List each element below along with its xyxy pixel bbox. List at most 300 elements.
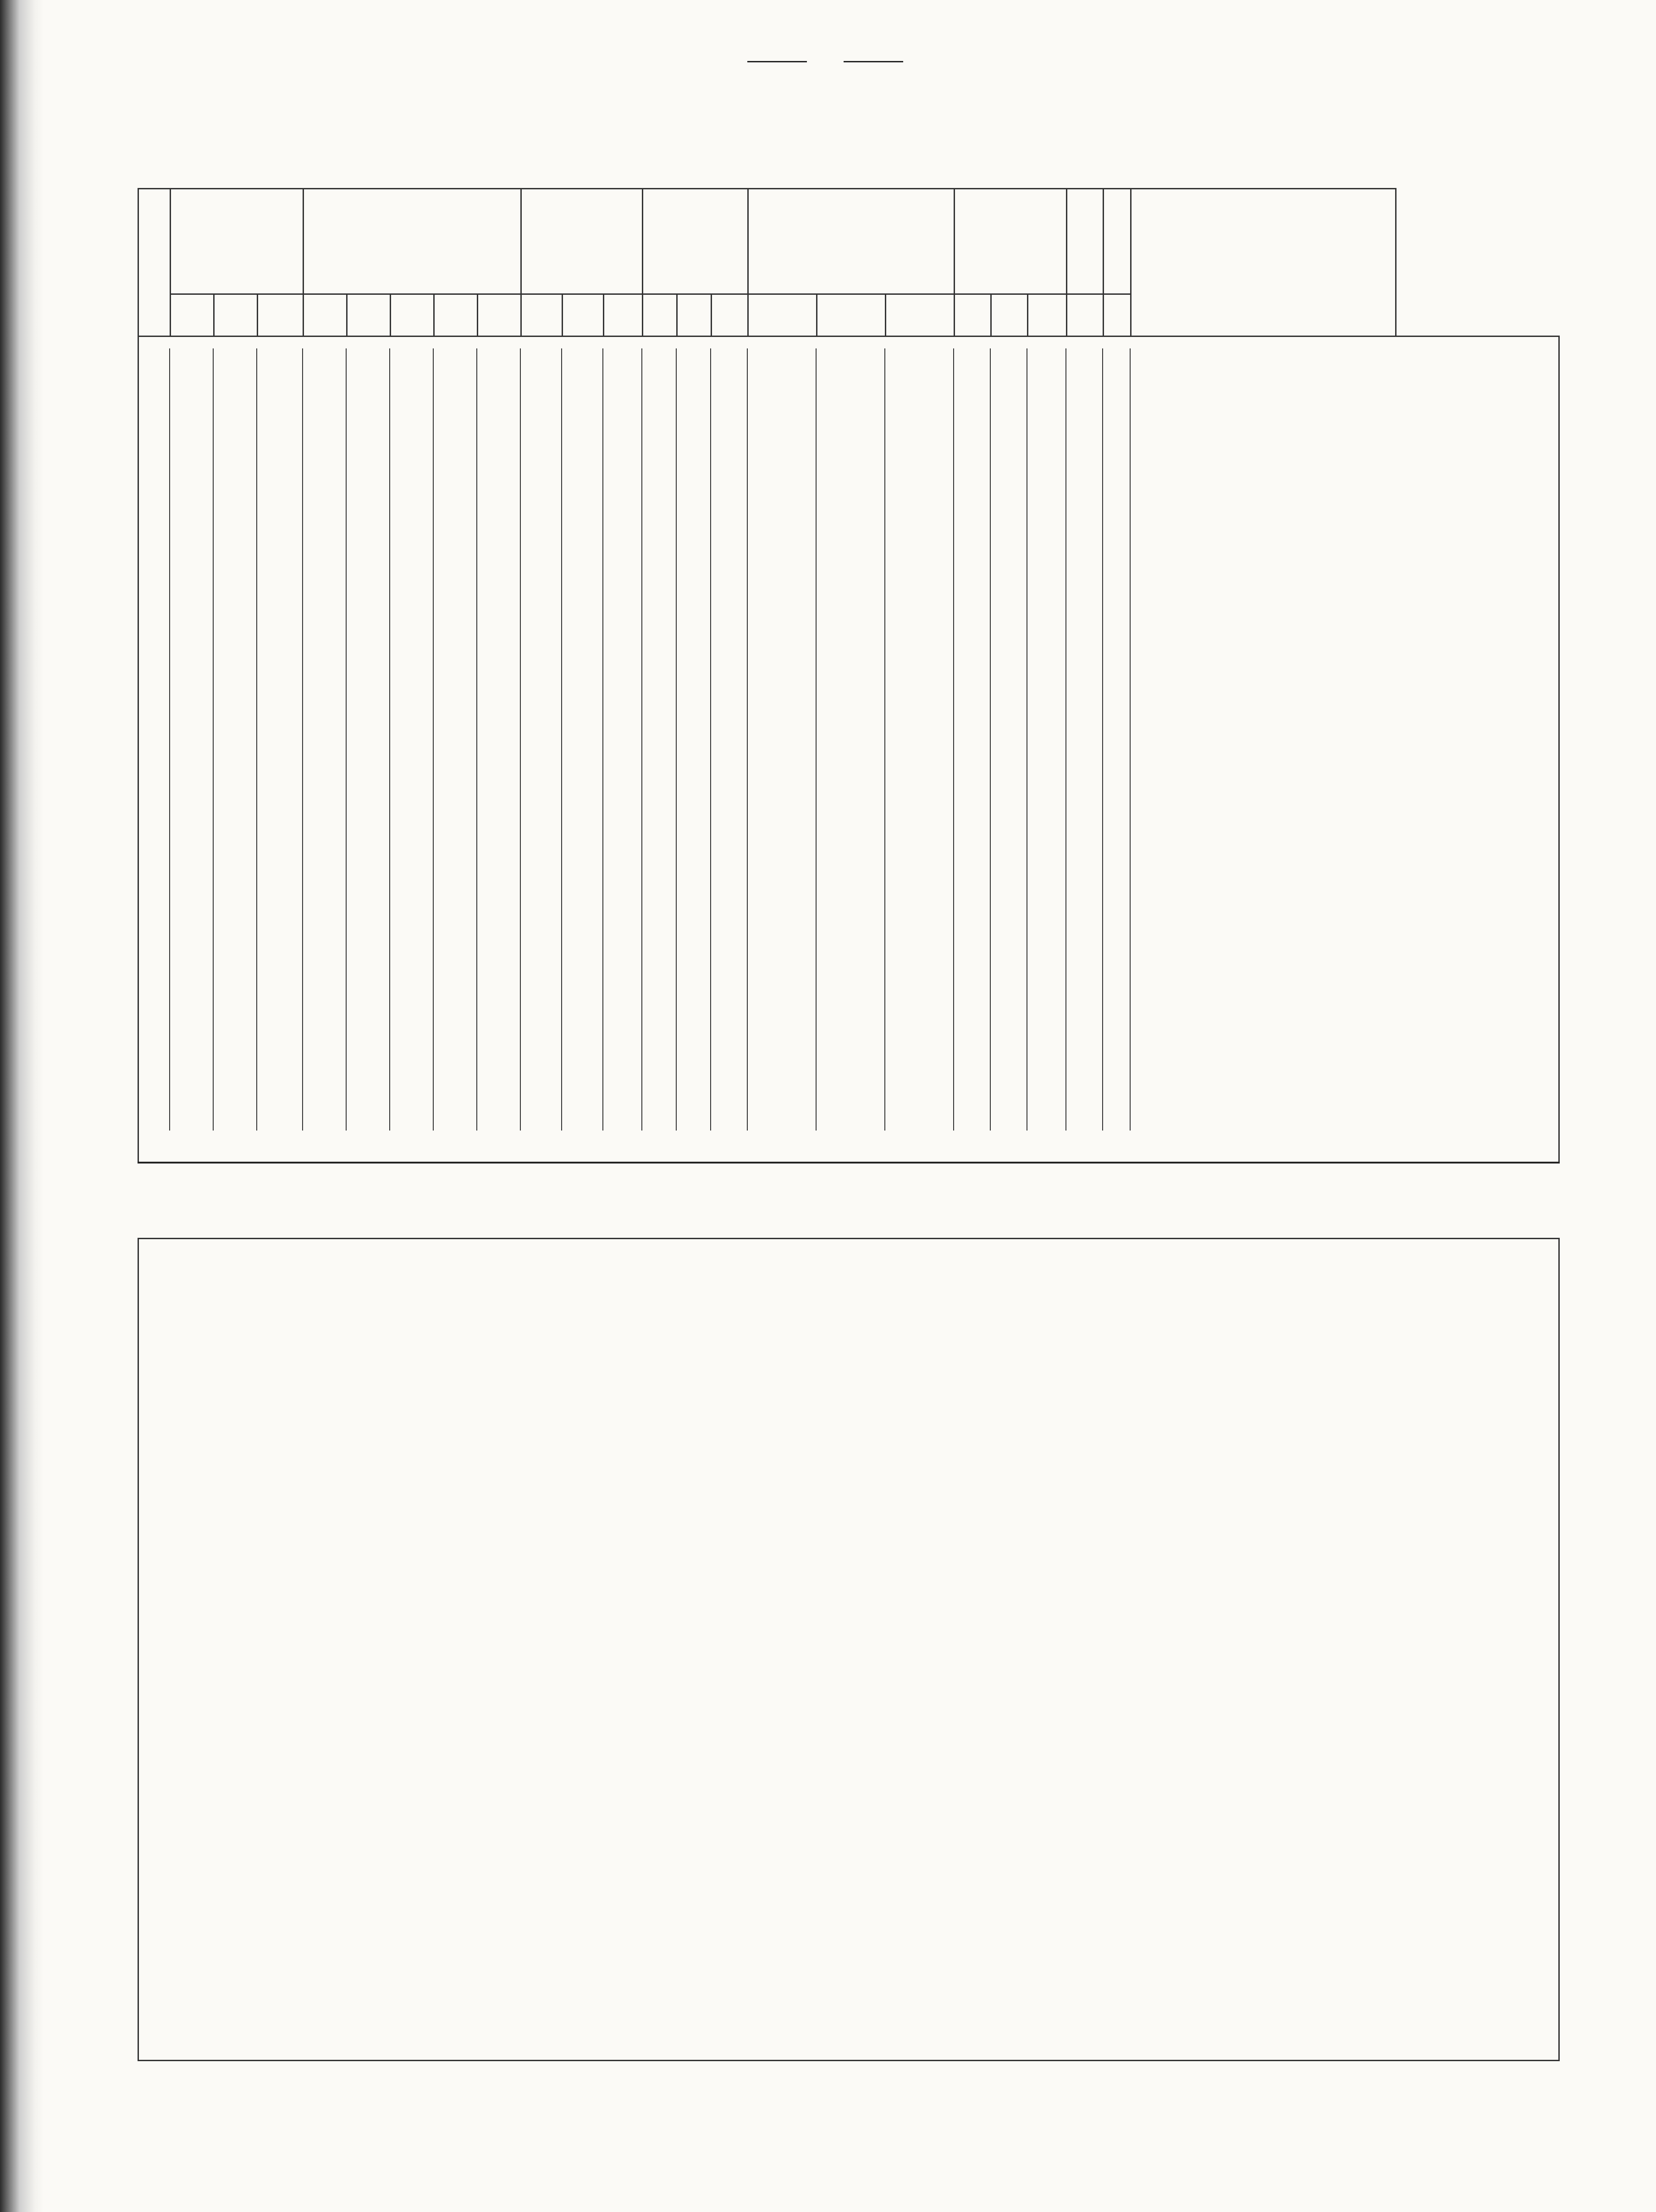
posen-cell-p7 [170, 843, 213, 877]
posen-cell-tn [433, 716, 477, 751]
posen-cell-t9 [390, 946, 433, 969]
posen-cell-a9 [603, 1096, 642, 1131]
posen-cell-tn [433, 843, 477, 877]
posen-cell-b7 [954, 440, 990, 463]
posen-cell-p7 [170, 544, 213, 567]
posen-cell-w7 [747, 544, 816, 567]
posen-cell-r2 [676, 946, 711, 969]
posen-cell-tn [433, 624, 477, 647]
posen-cell-p7 [170, 567, 213, 590]
posen-cell-a2 [562, 1027, 603, 1050]
posen-cell-b7 [954, 969, 990, 1004]
posen-cell-p9 [257, 567, 303, 590]
posen-cell-r2 [676, 624, 711, 647]
posen-cell-w2 [816, 1050, 885, 1073]
posen-cell-tx [477, 371, 520, 394]
posen-cell-r9 [711, 1050, 747, 1073]
posen-cell-d [138, 716, 170, 751]
posen-cell-b2 [990, 348, 1027, 371]
posen-cell-a7 [520, 797, 562, 820]
posen-cell-rem [1130, 716, 1395, 751]
posen-cell-r2 [676, 751, 711, 774]
posen-cell-rem [1130, 463, 1395, 498]
posen-cell-t9 [390, 417, 433, 440]
header-datum [138, 189, 171, 336]
posen-cell-rem [1130, 1050, 1395, 1073]
posen-cell-a9 [603, 820, 642, 843]
posen-cell-p2 [213, 1027, 257, 1050]
posen-cell-n [1066, 946, 1103, 969]
posen-cell-r7 [642, 1096, 676, 1131]
posen-cell-w2 [816, 923, 885, 946]
posen-cell-b2 [990, 820, 1027, 843]
posen-cell-n [1066, 969, 1103, 1004]
posen-cell-d [138, 946, 170, 969]
posen-cell-a9 [603, 843, 642, 877]
posen-cell-t9 [390, 751, 433, 774]
posen-cell-p2 [213, 820, 257, 843]
posen-cell-t9 [390, 820, 433, 843]
posen-cell-p2 [213, 716, 257, 751]
posen-cell-t7 [303, 498, 346, 521]
posen-cell-w9 [885, 498, 954, 521]
posen-cell-t2 [346, 1073, 390, 1096]
posen-cell-t9 [390, 670, 433, 693]
posen-cell-a7 [520, 371, 562, 394]
posen-cell-a7 [520, 1096, 562, 1131]
posen-cell-r2 [676, 693, 711, 716]
posen-cell-w7 [747, 1096, 816, 1131]
posen-cell-r9 [711, 498, 747, 521]
posen-cell-a2 [562, 647, 603, 670]
posen-cell-t2 [346, 923, 390, 946]
posen-cell-w9 [885, 716, 954, 751]
header-w2 [817, 294, 886, 336]
posen-cell-b7 [954, 820, 990, 843]
posen-cell-b9 [1027, 843, 1066, 877]
posen-cell-rem [1130, 843, 1395, 877]
posen-cell-r9 [711, 1027, 747, 1050]
posen-cell-w2 [816, 900, 885, 923]
posen-cell-b9 [1027, 716, 1066, 751]
posen-cell-b9 [1027, 440, 1066, 463]
posen-cell-w9 [885, 969, 954, 1004]
posen-cell-b2 [990, 440, 1027, 463]
posen-cell-w7 [747, 371, 816, 394]
posen-cell-p2 [213, 624, 257, 647]
posen-cell-p9 [257, 1050, 303, 1073]
posen-cell-a9 [603, 900, 642, 923]
posen-cell-n [1066, 371, 1103, 394]
posen-cell-w7 [747, 820, 816, 843]
posen-cell-s [1103, 969, 1130, 1004]
posen-cell-w2 [816, 647, 885, 670]
posen-cell-tn [433, 371, 477, 394]
posen-cell-b7 [954, 624, 990, 647]
posen-cell-a7 [520, 1004, 562, 1027]
posen-cell-r9 [711, 544, 747, 567]
posen-cell-w7 [747, 1073, 816, 1096]
posen-cell-a2 [562, 1050, 603, 1073]
posen-cell-b7 [954, 463, 990, 498]
posen-cell-rem [1130, 670, 1395, 693]
breslau-table-frame [138, 1238, 1560, 2061]
posen-cell-w2 [816, 440, 885, 463]
table-row [138, 544, 1395, 567]
posen-cell-s [1103, 567, 1130, 590]
posen-cell-rem [1130, 820, 1395, 843]
posen-cell-t9 [390, 371, 433, 394]
posen-cell-t7 [303, 348, 346, 371]
posen-cell-r2 [676, 716, 711, 751]
posen-cell-t2 [346, 647, 390, 670]
posen-cell-p9 [257, 590, 303, 624]
posen-cell-t7 [303, 900, 346, 923]
posen-cell-s [1103, 716, 1130, 751]
posen-cell-t7 [303, 693, 346, 716]
posen-cell-p2 [213, 923, 257, 946]
posen-cell-tn [433, 900, 477, 923]
posen-cell-s [1103, 544, 1130, 567]
posen-cell-t7 [303, 1004, 346, 1027]
posen-cell-tx [477, 820, 520, 843]
posen-cell-d [138, 820, 170, 843]
posen-cell-rem [1130, 797, 1395, 820]
posen-cell-t9 [390, 567, 433, 590]
posen-cell-r2 [676, 567, 711, 590]
posen-cell-w9 [885, 394, 954, 417]
table-row [138, 647, 1395, 670]
posen-cell-w9 [885, 1050, 954, 1073]
posen-cell-t9 [390, 590, 433, 624]
table-row [138, 946, 1395, 969]
posen-cell-b9 [1027, 348, 1066, 371]
posen-cell-t9 [390, 693, 433, 716]
posen-cell-a9 [603, 923, 642, 946]
header-cm [1104, 294, 1131, 336]
posen-cell-b9 [1027, 1027, 1066, 1050]
posen-cell-tx [477, 1027, 520, 1050]
posen-cell-b2 [990, 567, 1027, 590]
posen-cell-b9 [1027, 647, 1066, 670]
posen-cell-rem [1130, 751, 1395, 774]
posen-cell-r2 [676, 440, 711, 463]
posen-cell-w2 [816, 1073, 885, 1096]
posen-cell-w2 [816, 1096, 885, 1131]
posen-cell-a7 [520, 877, 562, 900]
posen-cell-n [1066, 348, 1103, 371]
posen-cell-r2 [676, 774, 711, 797]
posen-cell-w7 [747, 440, 816, 463]
posen-cell-s [1103, 1050, 1130, 1073]
posen-cell-s [1103, 797, 1130, 820]
posen-cell-r9 [711, 1004, 747, 1027]
section-separator [138, 1162, 1560, 1163]
posen-cell-b7 [954, 498, 990, 521]
posen-cell-b9 [1027, 1096, 1066, 1131]
posen-cell-b2 [990, 716, 1027, 751]
posen-cell-rem [1130, 498, 1395, 521]
posen-cell-p9 [257, 820, 303, 843]
table-row [138, 521, 1395, 544]
posen-cell-r7 [642, 647, 676, 670]
posen-cell-w7 [747, 774, 816, 797]
posen-cell-r9 [711, 670, 747, 693]
posen-cell-s [1103, 774, 1130, 797]
posen-cell-b2 [990, 1027, 1027, 1050]
posen-cell-r9 [711, 751, 747, 774]
posen-cell-p7 [170, 348, 213, 371]
posen-cell-p7 [170, 877, 213, 900]
posen-cell-p9 [257, 716, 303, 751]
posen-cell-rem [1130, 567, 1395, 590]
posen-cell-t2 [346, 544, 390, 567]
posen-cell-w2 [816, 1027, 885, 1050]
posen-cell-w7 [747, 463, 816, 498]
posen-cell-p7 [170, 394, 213, 417]
posen-cell-r9 [711, 521, 747, 544]
header-lufttemperatur [304, 189, 521, 294]
posen-cell-w7 [747, 716, 816, 751]
posen-cell-d [138, 900, 170, 923]
header-wind [748, 189, 955, 294]
posen-cell-tn [433, 877, 477, 900]
posen-cell-b9 [1027, 900, 1066, 923]
posen-cell-w9 [885, 820, 954, 843]
posen-cell-r9 [711, 348, 747, 371]
posen-cell-tx [477, 877, 520, 900]
posen-cell-p7 [170, 670, 213, 693]
breslau-station-header [138, 1171, 1536, 1226]
posen-cell-t9 [390, 394, 433, 417]
posen-cell-p2 [213, 544, 257, 567]
posen-cell-b2 [990, 946, 1027, 969]
posen-cell-p9 [257, 498, 303, 521]
posen-cell-d [138, 670, 170, 693]
posen-cell-w7 [747, 693, 816, 716]
posen-cell-rem [1130, 774, 1395, 797]
posen-cell-p9 [257, 1027, 303, 1050]
posen-cell-r7 [642, 544, 676, 567]
posen-cell-r9 [711, 797, 747, 820]
posen-cell-t2 [346, 1096, 390, 1131]
posen-cell-w2 [816, 624, 885, 647]
posen-cell-a9 [603, 544, 642, 567]
posen-cell-a2 [562, 877, 603, 900]
posen-cell-rem [1130, 1027, 1395, 1050]
posen-cell-rem [1130, 900, 1395, 923]
posen-cell-p9 [257, 877, 303, 900]
posen-cell-b7 [954, 1050, 990, 1073]
posen-cell-w2 [816, 394, 885, 417]
posen-cell-a2 [562, 624, 603, 647]
posen-cell-t7 [303, 1050, 346, 1073]
posen-cell-rem [1130, 521, 1395, 544]
header-mm [1067, 294, 1104, 336]
posen-cell-r7 [642, 716, 676, 751]
posen-cell-p9 [257, 394, 303, 417]
posen-cell-tx [477, 1004, 520, 1027]
posen-cell-tx [477, 716, 520, 751]
posen-cell-t7 [303, 544, 346, 567]
posen-cell-w9 [885, 900, 954, 923]
posen-cell-p2 [213, 969, 257, 1004]
posen-cell-tn [433, 1096, 477, 1131]
posen-cell-r7 [642, 820, 676, 843]
header-t7 [304, 294, 347, 336]
posen-cell-r2 [676, 521, 711, 544]
posen-cell-tn [433, 590, 477, 624]
posen-cell-t2 [346, 716, 390, 751]
posen-cell-s [1103, 670, 1130, 693]
posen-cell-p7 [170, 716, 213, 751]
posen-cell-a9 [603, 498, 642, 521]
posen-cell-a2 [562, 774, 603, 797]
posen-cell-a2 [562, 521, 603, 544]
header-p9 [258, 294, 304, 336]
posen-cell-r9 [711, 394, 747, 417]
posen-cell-b2 [990, 590, 1027, 624]
posen-cell-r7 [642, 843, 676, 877]
posen-cell-w7 [747, 567, 816, 590]
posen-cell-n [1066, 693, 1103, 716]
posen-cell-s [1103, 1027, 1130, 1050]
posen-cell-s [1103, 843, 1130, 877]
posen-cell-w9 [885, 1073, 954, 1096]
header-b2 [991, 294, 1028, 336]
posen-cell-a9 [603, 751, 642, 774]
posen-cell-a2 [562, 498, 603, 521]
posen-cell-b7 [954, 900, 990, 923]
posen-cell-r2 [676, 498, 711, 521]
posen-cell-tx [477, 1096, 520, 1131]
posen-cell-t7 [303, 969, 346, 1004]
posen-cell-p7 [170, 1073, 213, 1096]
posen-cell-b9 [1027, 498, 1066, 521]
posen-cell-w7 [747, 843, 816, 877]
posen-cell-r9 [711, 590, 747, 624]
posen-cell-r2 [676, 348, 711, 371]
posen-cell-b7 [954, 946, 990, 969]
posen-cell-b2 [990, 843, 1027, 877]
posen-cell-tx [477, 797, 520, 820]
posen-cell-a7 [520, 693, 562, 716]
posen-cell-a9 [603, 716, 642, 751]
posen-cell-a9 [603, 463, 642, 498]
posen-cell-s [1103, 1096, 1130, 1131]
posen-cell-d [138, 1004, 170, 1027]
posen-cell-b7 [954, 716, 990, 751]
posen-cell-p2 [213, 647, 257, 670]
posen-cell-p9 [257, 417, 303, 440]
posen-cell-r7 [642, 1004, 676, 1027]
posen-cell-d [138, 1050, 170, 1073]
posen-cell-a9 [603, 567, 642, 590]
posen-cell-w9 [885, 693, 954, 716]
posen-cell-w2 [816, 567, 885, 590]
posen-cell-a2 [562, 751, 603, 774]
posen-cell-r2 [676, 544, 711, 567]
posen-cell-r7 [642, 521, 676, 544]
posen-cell-p2 [213, 877, 257, 900]
posen-cell-w9 [885, 946, 954, 969]
posen-cell-n [1066, 900, 1103, 923]
posen-cell-a7 [520, 751, 562, 774]
posen-cell-d [138, 544, 170, 567]
posen-cell-r9 [711, 440, 747, 463]
posen-cell-r2 [676, 670, 711, 693]
header-tmax [478, 294, 521, 336]
posen-cell-r2 [676, 463, 711, 498]
posen-cell-tx [477, 348, 520, 371]
posen-cell-w9 [885, 1096, 954, 1131]
posen-cell-a9 [603, 417, 642, 440]
posen-cell-t9 [390, 624, 433, 647]
posen-cell-a9 [603, 1050, 642, 1073]
posen-cell-a7 [520, 463, 562, 498]
posen-cell-n [1066, 774, 1103, 797]
posen-cell-tn [433, 670, 477, 693]
posen-cell-b7 [954, 1004, 990, 1027]
posen-cell-n [1066, 1096, 1103, 1131]
posen-cell-a9 [603, 590, 642, 624]
posen-cell-a7 [520, 1027, 562, 1050]
posen-cell-a2 [562, 693, 603, 716]
posen-cell-s [1103, 498, 1130, 521]
posen-cell-tx [477, 590, 520, 624]
posen-cell-t9 [390, 774, 433, 797]
posen-cell-b9 [1027, 820, 1066, 843]
posen-cell-p9 [257, 1073, 303, 1096]
header-tmin [434, 294, 478, 336]
posen-cell-t7 [303, 1073, 346, 1096]
posen-cell-tx [477, 1073, 520, 1096]
posen-cell-d [138, 877, 170, 900]
posen-cell-d [138, 1096, 170, 1131]
posen-cell-a7 [520, 567, 562, 590]
posen-cell-b7 [954, 1073, 990, 1096]
posen-cell-r9 [711, 969, 747, 1004]
posen-cell-tx [477, 647, 520, 670]
posen-cell-w7 [747, 647, 816, 670]
posen-cell-tn [433, 693, 477, 716]
header-luftdruck [171, 189, 304, 294]
posen-cell-d [138, 693, 170, 716]
posen-cell-t7 [303, 1027, 346, 1050]
posen-cell-w7 [747, 1027, 816, 1050]
posen-cell-t9 [390, 1050, 433, 1073]
posen-cell-r9 [711, 843, 747, 877]
posen-cell-d [138, 567, 170, 590]
posen-cell-w7 [747, 900, 816, 923]
posen-cell-p2 [213, 946, 257, 969]
posen-cell-b2 [990, 900, 1027, 923]
posen-cell-r9 [711, 877, 747, 900]
posen-cell-p9 [257, 544, 303, 567]
posen-cell-a9 [603, 774, 642, 797]
table-row [138, 590, 1395, 624]
posen-cell-a9 [603, 693, 642, 716]
posen-cell-r2 [676, 1004, 711, 1027]
posen-cell-tn [433, 1050, 477, 1073]
posen-cell-t9 [390, 647, 433, 670]
posen-cell-w7 [747, 498, 816, 521]
posen-cell-d [138, 751, 170, 774]
posen-cell-w2 [816, 969, 885, 1004]
posen-cell-w9 [885, 521, 954, 544]
table-row [138, 440, 1395, 463]
posen-cell-p9 [257, 923, 303, 946]
